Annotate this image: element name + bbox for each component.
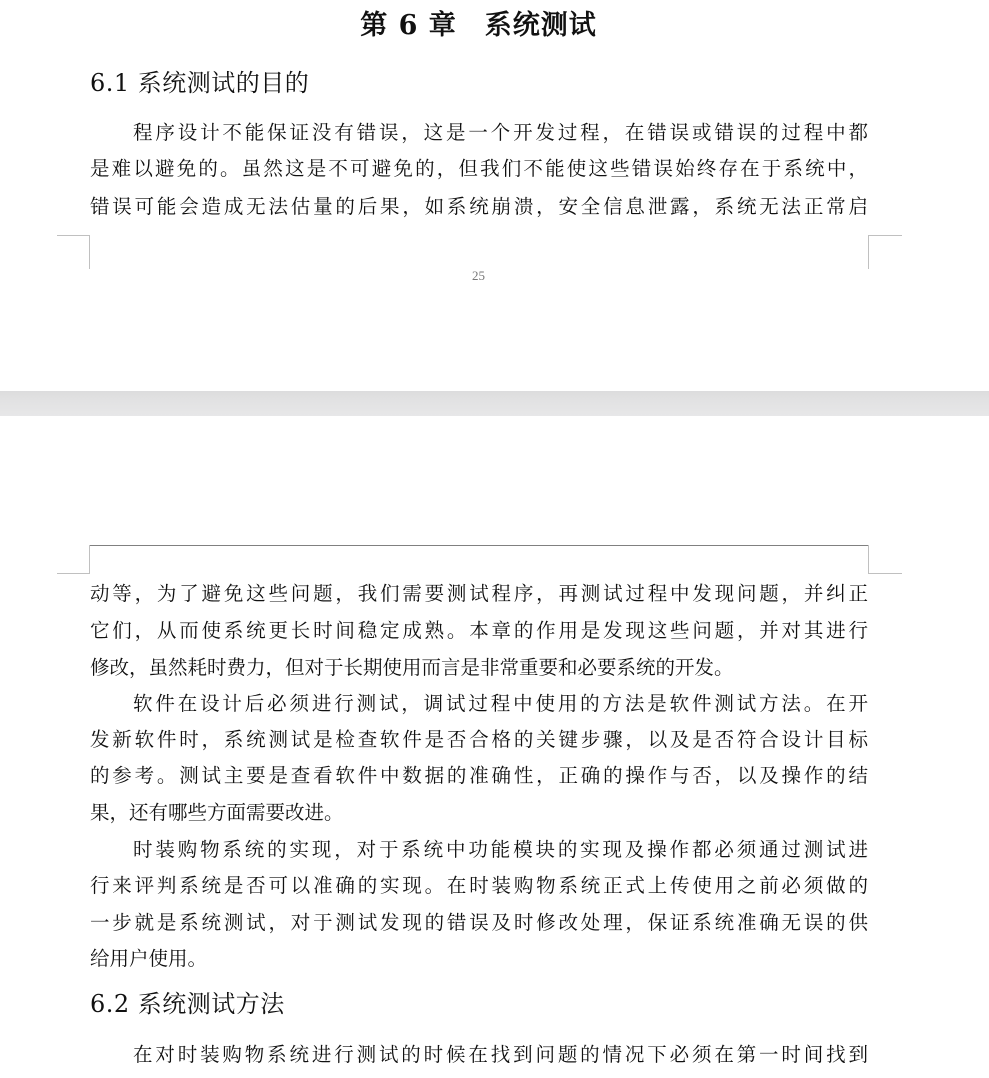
paragraph-line: 的参考。测试主要是查看软件中数据的准确性，正确的操作与否，以及操作的结 <box>90 764 868 787</box>
paragraph-line: 一步就是系统测试，对于测试发现的错误及时修改处理，保证系统准确无误的供 <box>90 911 868 934</box>
paragraph-line: 在对时装购物系统进行测试的时候在找到问题的情况下必须在第一时间找到 <box>133 1043 868 1066</box>
page-number: 25 <box>472 268 485 283</box>
margin-corner-mark-top-left <box>57 545 90 574</box>
margin-corner-mark-bottom-left <box>57 235 90 269</box>
header-rule <box>90 545 868 546</box>
paragraph-line: 错误可能会造成无法估量的后果，如系统崩溃，安全信息泄露，系统无法正常启 <box>90 195 868 218</box>
section-heading-6-2: 6.2 系统测试方法 <box>90 990 285 1018</box>
paragraph-line: 它们，从而使系统更长时间稳定成熟。本章的作用是发现这些问题，并对其进行 <box>90 619 868 642</box>
document-page-26[interactable] <box>0 416 989 1078</box>
paragraph-line: 是难以避免的。虽然这是不可避免的，但我们不能使这些错误始终存在于系统中， <box>90 157 868 180</box>
paragraph-line: 软件在设计后必须进行测试，调试过程中使用的方法是软件测试方法。在开 <box>133 692 868 715</box>
document-page-25[interactable] <box>0 0 989 391</box>
paragraph-line: 修改，虽然耗时费力，但对于长期使用而言是非常重要和必要系统的开发。 <box>90 656 734 679</box>
paragraph-line: 动等，为了避免这些问题，我们需要测试程序，再测试过程中发现问题，并纠正 <box>90 582 868 605</box>
paragraph-line: 程序设计不能保证没有错误，这是一个开发过程，在错误或错误的过程中都 <box>133 121 868 144</box>
section-heading-6-1: 6.1 系统测试的目的 <box>90 69 310 97</box>
paragraph-line: 发新软件时，系统测试是检查软件是否合格的关键步骤，以及是否符合设计目标 <box>90 728 868 751</box>
page-separator <box>0 391 989 416</box>
margin-corner-mark-top-right <box>868 545 902 574</box>
paragraph-line: 行来评判系统是否可以准确的实现。在时装购物系统正式上传使用之前必须做的 <box>90 874 868 897</box>
paragraph-line: 果，还有哪些方面需要改进。 <box>90 801 344 824</box>
margin-corner-mark-bottom-right <box>868 235 902 269</box>
chapter-title: 第 6 章 系统测试 <box>360 10 597 41</box>
paragraph-line: 给用户使用。 <box>90 947 208 970</box>
paragraph-line: 时装购物系统的实现，对于系统中功能模块的实现及操作都必须通过测试进 <box>133 838 868 861</box>
